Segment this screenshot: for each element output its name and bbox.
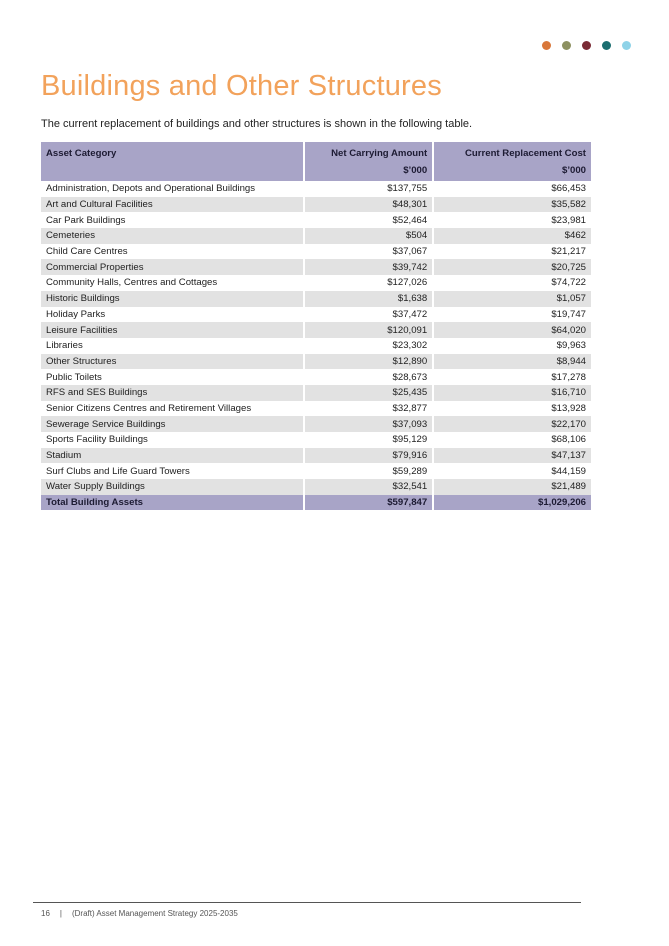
cell-asset-category: Total Building Assets <box>41 495 304 510</box>
decorative-dots <box>542 41 631 50</box>
cell-net-carrying-amount: $120,091 <box>304 322 433 338</box>
cell-net-carrying-amount: $79,916 <box>304 448 433 464</box>
table-row <box>41 354 591 370</box>
cell-current-replacement-cost: $22,170 <box>433 416 591 432</box>
cell-asset-category: Commercial Properties <box>41 259 304 275</box>
table-row <box>41 244 591 260</box>
footer-divider <box>33 902 581 903</box>
cell-net-carrying-amount: $37,093 <box>304 416 433 432</box>
cell-net-carrying-amount: $597,847 <box>304 495 433 510</box>
cell-asset-category: Car Park Buildings <box>41 212 304 228</box>
cell-current-replacement-cost: $20,725 <box>433 259 591 275</box>
cell-current-replacement-cost: $462 <box>433 228 591 244</box>
cell-asset-category: Other Structures <box>41 354 304 370</box>
cell-current-replacement-cost: $47,137 <box>433 448 591 464</box>
cell-net-carrying-amount: $37,472 <box>304 307 433 323</box>
header-replacement-unit: $’000 <box>433 162 591 181</box>
header-asset-category: Asset Category <box>41 142 304 162</box>
cell-net-carrying-amount: $1,638 <box>304 291 433 307</box>
cell-asset-category: Administration, Depots and Operational Buildings <box>41 181 304 197</box>
header-net-carrying-amount: Net Carrying Amount <box>304 142 433 162</box>
table-total-row <box>41 495 591 510</box>
cell-asset-category: Holiday Parks <box>41 307 304 323</box>
table-row <box>41 479 591 495</box>
page-title: Buildings and Other Structures <box>41 70 442 102</box>
header-empty-cell <box>41 162 304 181</box>
cell-net-carrying-amount: $127,026 <box>304 275 433 291</box>
cell-net-carrying-amount: $32,877 <box>304 401 433 417</box>
page-number: 16 <box>41 909 50 918</box>
cell-asset-category: Public Toilets <box>41 369 304 385</box>
table-header-unit-row <box>41 162 591 181</box>
header-current-replacement-cost: Current Replacement Cost <box>433 142 591 162</box>
cell-asset-category: Surf Clubs and Life Guard Towers <box>41 463 304 479</box>
footer-document-title: (Draft) Asset Management Strategy 2025-2035 <box>71 909 238 918</box>
cell-net-carrying-amount: $95,129 <box>304 432 433 448</box>
cell-current-replacement-cost: $17,278 <box>551 371 586 383</box>
table-row <box>41 401 591 417</box>
cell-current-replacement-cost: $21,489 <box>433 479 591 495</box>
table-row <box>41 259 591 275</box>
cell-asset-category: Leisure Facilities <box>41 322 304 338</box>
intro-paragraph: The current replacement of buildings and other structures is shown in the following table. <box>41 118 473 130</box>
table-row <box>41 307 591 323</box>
cell-asset-category: RFS and SES Buildings <box>41 385 304 401</box>
table-row <box>41 432 591 448</box>
cell-net-carrying-amount: $137,755 <box>304 181 433 197</box>
cell-asset-category: Sewerage Service Buildings <box>41 416 304 432</box>
decorative-dot <box>622 41 631 50</box>
cell-net-carrying-amount: $504 <box>304 228 433 244</box>
cell-current-replacement-cost: $21,217 <box>551 246 586 258</box>
decorative-dot <box>562 41 571 50</box>
cell-current-replacement-cost: $9,963 <box>556 340 586 352</box>
cell-current-replacement-cost: $1,057 <box>433 291 591 307</box>
cell-current-replacement-cost: $35,582 <box>433 197 591 213</box>
cell-net-carrying-amount: $23,302 <box>304 338 433 354</box>
cell-asset-category: Historic Buildings <box>41 291 304 307</box>
cell-asset-category: Cemeteries <box>41 228 304 244</box>
cell-current-replacement-cost: $8,944 <box>433 354 591 370</box>
table-row <box>41 228 591 244</box>
table-row <box>41 416 591 432</box>
cell-current-replacement-cost: $13,928 <box>551 402 586 414</box>
table-row <box>41 338 591 354</box>
cell-current-replacement-cost: $66,453 <box>551 183 586 195</box>
decorative-dot <box>582 41 591 50</box>
cell-net-carrying-amount: $25,435 <box>304 385 433 401</box>
cell-net-carrying-amount: $59,289 <box>304 463 433 479</box>
footer-separator: | <box>59 909 62 918</box>
cell-asset-category: Child Care Centres <box>41 244 304 260</box>
decorative-dot <box>602 41 611 50</box>
table-row <box>41 291 591 307</box>
cell-current-replacement-cost: $68,106 <box>551 434 586 446</box>
table-row <box>41 463 591 479</box>
cell-net-carrying-amount: $48,301 <box>304 197 433 213</box>
table-row <box>41 448 591 464</box>
cell-net-carrying-amount: $32,541 <box>304 479 433 495</box>
header-net-unit: $’000 <box>304 162 433 181</box>
cell-current-replacement-cost: $19,747 <box>551 308 586 320</box>
cell-net-carrying-amount: $12,890 <box>304 354 433 370</box>
cell-asset-category: Water Supply Buildings <box>41 479 304 495</box>
cell-current-replacement-cost: $74,722 <box>551 277 586 289</box>
cell-current-replacement-cost: $23,981 <box>551 214 586 226</box>
cell-asset-category: Senior Citizens Centres and Retirement Villages <box>41 401 304 417</box>
cell-net-carrying-amount: $28,673 <box>304 369 433 385</box>
cell-asset-category: Sports Facility Buildings <box>41 432 304 448</box>
table-row <box>41 275 591 291</box>
cell-current-replacement-cost: $1,029,206 <box>433 495 591 510</box>
cell-net-carrying-amount: $52,464 <box>304 212 433 228</box>
table-row <box>41 181 591 197</box>
table-row <box>41 197 591 213</box>
page-footer <box>41 909 238 918</box>
table-body <box>41 181 591 510</box>
table-row <box>41 369 591 385</box>
cell-net-carrying-amount: $39,742 <box>304 259 433 275</box>
table-row <box>41 322 591 338</box>
cell-asset-category: Stadium <box>41 448 304 464</box>
cell-asset-category: Art and Cultural Facilities <box>41 197 304 213</box>
buildings-table <box>41 142 591 510</box>
cell-asset-category: Libraries <box>41 338 304 354</box>
cell-current-replacement-cost: $16,710 <box>433 385 591 401</box>
cell-current-replacement-cost: $64,020 <box>433 322 591 338</box>
table-row <box>41 385 591 401</box>
decorative-dot <box>542 41 551 50</box>
table-header-row <box>41 142 591 162</box>
table-row <box>41 212 591 228</box>
cell-current-replacement-cost: $44,159 <box>551 465 586 477</box>
cell-net-carrying-amount: $37,067 <box>304 244 433 260</box>
cell-asset-category: Community Halls, Centres and Cottages <box>41 275 304 291</box>
